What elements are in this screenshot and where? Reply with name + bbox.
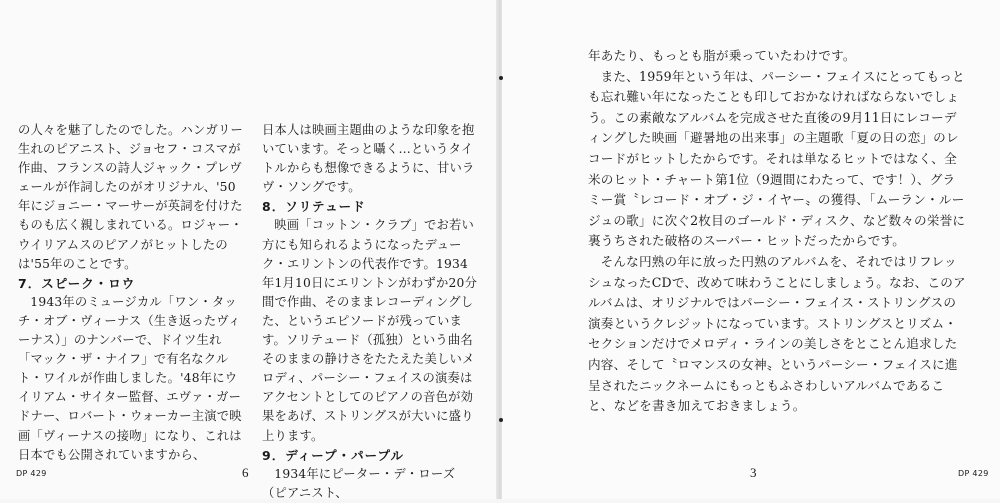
paragraph: 年あたり、もっとも脂が乗っていたわけです。 <box>588 48 856 63</box>
section-heading: 8．ソリテュード <box>262 199 366 215</box>
section-heading: 9．ディープ・パープル <box>262 447 404 463</box>
section-heading: 7．スピーク・ロウ <box>18 275 136 291</box>
paragraph: 映画「コットン・クラブ」でお若い方にも知られるようになったデューク・エリントンの代表作です。1934年1月10日にエリントンがわずか20分間で作曲、そのままレコーディングした、というエピソードが残っています。ソリテュード（孤独）という曲名そのままの静けさをたたえた美しいメロディ、パーシー・フェイスの演奏はアクセントとしてのピアノの音色が効果をあげ、ストリングスが大いに盛り上ります。 <box>262 218 478 443</box>
paragraph: 日本人は映画主題曲のような印象を抱いています。そっと囁く…というタイトルからも想像できるように、甘いラヴ・ソングです。 <box>262 123 475 195</box>
paragraph: そんな円熟の年に放った円熟のアルバムを、それではリフレッシュなったCDで、改めて味わうことにしましょう。なお、このアルバムは、オリジナルではパーシー・フェイス・ストリングスの演奏というクレジットになっています。ストリングスとリズム・セクションだけでメロディ・ラインの美しさをとことん追求した内容、そして〝ロマンスの女神〟というパーシー・フェイスに進呈されたニックネームにもっともふさわしいアルバムであること、などを書き加えておきましょう。 <box>588 253 966 414</box>
left-column-1 <box>18 121 246 465</box>
binding-dot <box>499 418 503 422</box>
right-page <box>502 0 1000 499</box>
left-page <box>0 0 498 499</box>
paragraph: 1934年にピーター・デ・ローズ（ピアニスト、 <box>262 466 456 500</box>
paragraph: の人々を魅了したのでした。ハンガリー生れのピアニスト、ジョセフ・コスマが作曲、フランスの詩人ジャック・プレヴェールが作詞したのがオリジナル、'50年にジョニー・マーサーが英詞を付けたものも広く親しまれている。ロジャー・ウイリアムスのピアノがヒットしたのは'55年のことです。 <box>18 123 243 271</box>
paragraph: 1943年のミュージカル「ワン・タッチ・オブ・ヴィーナス（生き返ったヴィーナス）」のナンバーで、ドイツ生れ「マック・ザ・ナイフ」で有名なクルト・ワイルが作曲しました。'48年にウイリアム・サイター監督、エヴァ・ガードナー、ロバート・ウォーカー主演で映画「ヴィーナスの接吻」になり、これは日本でも公開されていますから、 <box>18 294 242 462</box>
left-column-2 <box>262 121 480 503</box>
page-number: 6 <box>242 465 249 480</box>
binding-dot <box>499 76 503 80</box>
paragraph: また、1959年という年は、パーシー・フェイスにとってもっとも忘れ難い年になったことも印しておかなければならないでしょう。この素敵なアルバムを完成させた直後の9月11日にレコーディングした映画「避暑地の出来事」の主題歌「夏の日の恋」のレコードがヒットしたからです。それは単なるヒットではなく、全米のヒット・チャート第1位（9週間にわたって、です！）、グラミー賞〝レコード・オブ・ジ・イヤー〟の獲得、「ムーラン・ルージュの歌」に次ぐ2枚目のゴールド・ディスク、など数々の栄誉に裏うちされた破格のスーパー・ヒットだったからです。 <box>588 68 966 249</box>
page-number: 3 <box>750 465 757 480</box>
catalog-number: DP 429 <box>958 469 989 478</box>
right-column <box>588 46 968 417</box>
catalog-number: DP 429 <box>16 469 47 478</box>
